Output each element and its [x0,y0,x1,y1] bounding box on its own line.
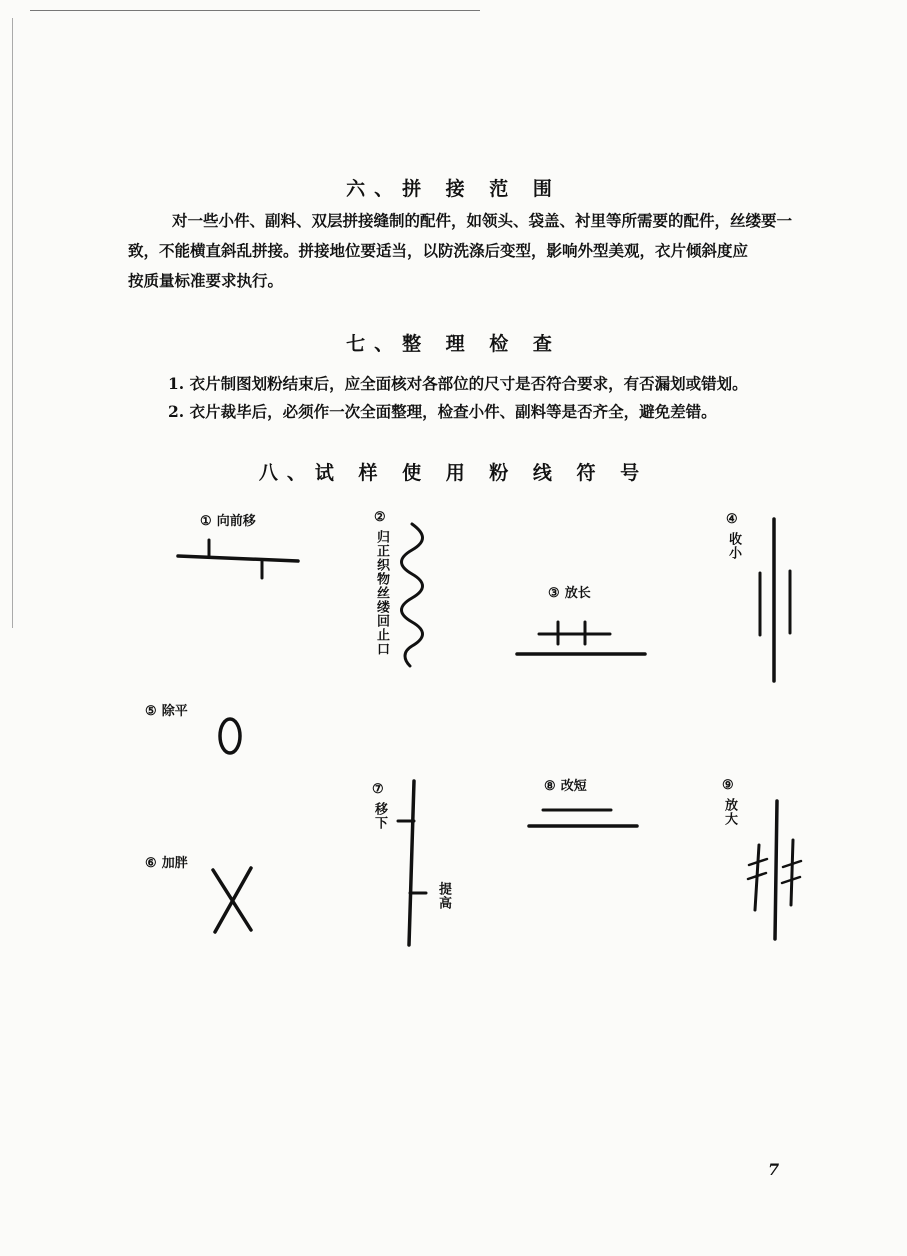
symbol-8-number: ⑧ [544,779,556,794]
symbol-3-caption [548,582,591,601]
smooth-out-symbol [212,712,252,762]
lengthen-symbol [515,612,655,662]
symbol-7-number: ⑦ [372,782,384,797]
symbol-9-label: 放大 [722,798,737,826]
symbol-5-label: 除平 [161,704,188,719]
move-forward-symbol [170,530,310,590]
symbol-5-caption [145,700,188,719]
section-six-heading: 六、拼 接 范 围 [346,178,561,200]
symbol-3-label: 放长 [564,586,591,601]
symbol-4-number: ④ [726,512,738,527]
symbol-8-caption [544,775,587,794]
add-fullness-symbol [205,862,265,937]
page-number: 7 [768,1160,780,1179]
take-in-symbol [750,515,800,685]
section-eight-heading: 八、试 样 使 用 粉 线 符 号 [258,462,649,484]
symbol-9-number: ⑨ [722,778,734,793]
section-seven-heading: 七、整 理 检 查 [346,333,561,355]
symbol-3-number: ③ [548,586,560,601]
paragraph-line: 按质量标准要求执行。 [128,271,284,290]
paragraph-line: 致，不能横直斜乱拼接。拼接地位要适当，以防洗涤后变型，影响外型美观，衣片倾斜度应 [128,241,749,260]
paragraph-line: 对一些小件、副料、双层拼接缝制的配件，如领头、袋盖、衬里等所需要的配件，丝缕要一 [172,211,793,230]
symbol-7-label-raise: 提高 [436,882,451,910]
symbol-2-number: ② [374,510,386,525]
straighten-grain-wavy-symbol [398,520,438,670]
symbol-8-label: 改短 [560,779,587,794]
symbol-1-label: 向前移 [216,514,256,529]
top-rule [30,10,480,11]
left-margin-line [12,18,13,628]
symbol-6-number: ⑥ [145,856,157,871]
symbol-5-number: ⑤ [145,704,157,719]
symbol-6-label: 加胖 [161,856,188,871]
symbol-2-label: 归正织物丝缕回止口 [374,530,389,656]
enlarge-symbol [745,795,805,945]
move-down-raise-symbol [392,775,442,950]
symbol-1-caption [200,510,256,529]
check-item-2: 2. 衣片裁毕后，必须作一次全面整理，检查小件、副料等是否齐全，避免差错。 [168,402,717,421]
check-item-1: 1. 衣片制图划粉结束后，应全面核对各部位的尺寸是否符合要求，有否漏划或错划。 [168,374,748,393]
symbol-1-number: ① [200,514,212,529]
section-six-paragraph [128,206,850,296]
symbol-6-caption [145,852,188,871]
shorten-symbol [525,800,645,835]
symbol-4-label: 收小 [726,532,741,560]
symbol-7-label-move-down: 移下 [372,802,387,830]
